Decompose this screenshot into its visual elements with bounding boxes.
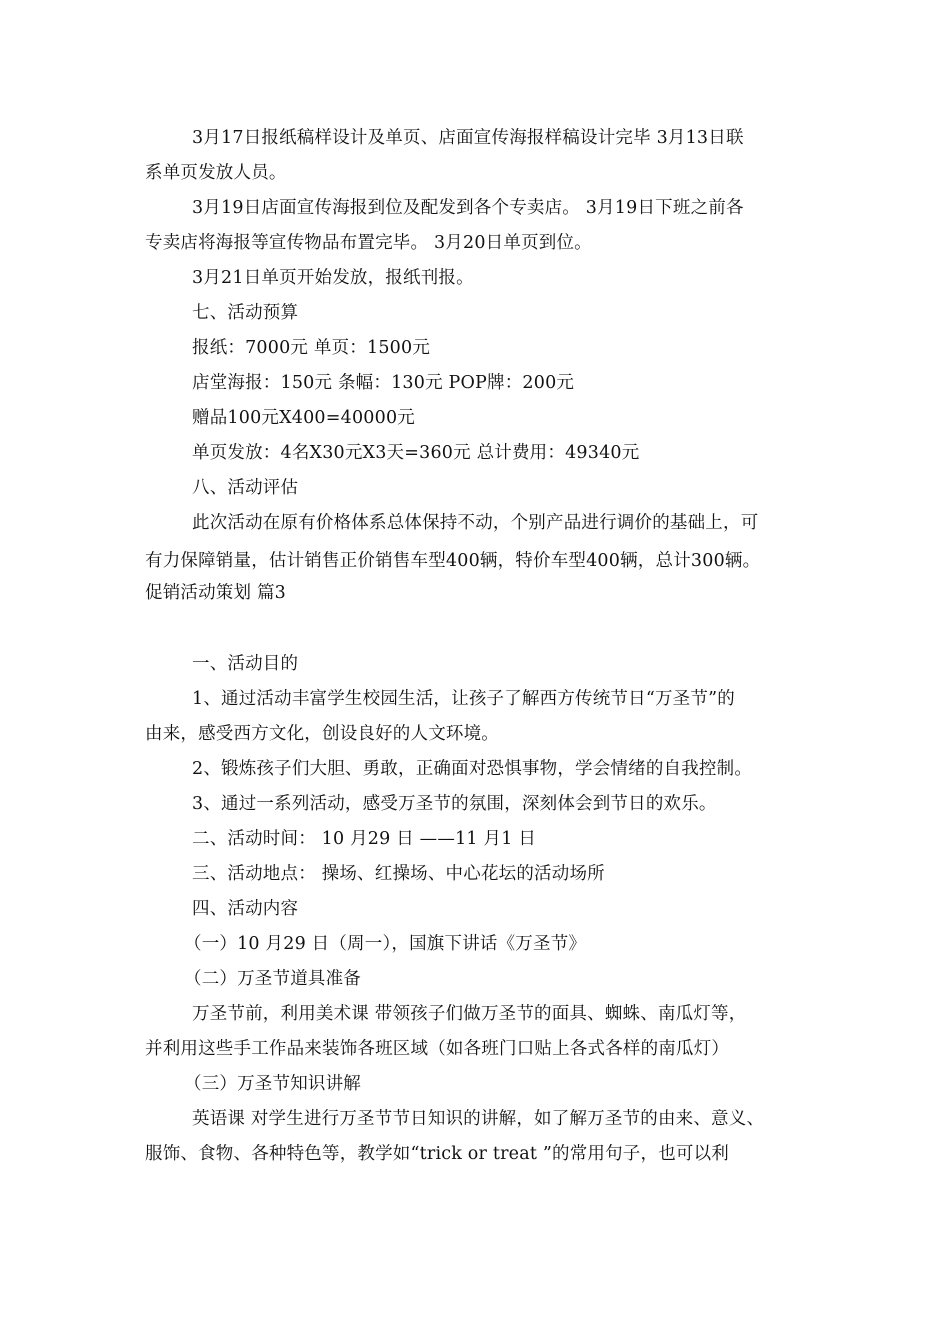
text-line: 专卖店将海报等宣传物品布置完毕。 3月20日单页到位。 xyxy=(145,233,592,253)
text-line: 3月21日单页开始发放，报纸刊报。 xyxy=(192,268,474,288)
text-line: 服饰、食物、各种特色等，教学如“trick or treat ”的常用句子，也可以利 xyxy=(145,1144,730,1164)
subsection-heading: （三）万圣节知识讲解 xyxy=(184,1074,361,1094)
text-line: 1、通过活动丰富学生校园生活，让孩子了解西方传统节日“万圣节”的 xyxy=(192,689,735,709)
subsection-heading: （一）10 月29 日（周一），国旗下讲话《万圣节》 xyxy=(184,934,587,954)
section-heading: 二、活动时间： 10 月29 日 ——11 月1 日 xyxy=(192,829,537,849)
section-heading: 三、活动地点： 操场、红操场、中心花坛的活动场所 xyxy=(192,864,605,884)
section-heading: 四、活动内容 xyxy=(192,899,299,919)
text-line: 单页发放：4名X30元X3天=360元 总计费用：49340元 xyxy=(192,443,640,463)
text-line: 3、通过一系列活动，感受万圣节的氛围，深刻体会到节日的欢乐。 xyxy=(192,794,717,814)
section-heading: 一、活动目的 xyxy=(192,654,299,674)
text-line: 3月17日报纸稿样设计及单页、店面宣传海报样稿设计完毕 3月13日联 xyxy=(192,128,744,148)
article-title: 促销活动策划 篇3 xyxy=(145,583,286,603)
text-line: 并利用这些手工作品来装饰各班区域（如各班门口贴上各式各样的南瓜灯） xyxy=(145,1039,730,1059)
text-line: 2、锻炼孩子们大胆、勇敢，正确面对恐惧事物，学会情绪的自我控制。 xyxy=(192,759,753,779)
text-line: 系单页发放人员。 xyxy=(145,163,287,183)
text-line: 此次活动在原有价格体系总体保持不动，个别产品进行调价的基础上，可 xyxy=(192,513,759,533)
section-heading: 七、活动预算 xyxy=(192,303,299,323)
text-line: 万圣节前，利用美术课 带领孩子们做万圣节的面具、蜘蛛、南瓜灯等， xyxy=(192,1004,747,1024)
text-line: 报纸：7000元 单页：1500元 xyxy=(192,338,431,358)
section-heading: 八、活动评估 xyxy=(192,478,299,498)
text-line: 3月19日店面宣传海报到位及配发到各个专卖店。 3月19日下班之前各 xyxy=(192,198,744,218)
text-line: 店堂海报：150元 条幅：130元 POP牌：200元 xyxy=(192,373,575,393)
subsection-heading: （二）万圣节道具准备 xyxy=(184,969,361,989)
text-line: 赠品100元X400=40000元 xyxy=(192,408,415,428)
text-line: 英语课 对学生进行万圣节节日知识的讲解，如了解万圣节的由来、意义、 xyxy=(192,1109,765,1129)
text-line: 由来，感受西方文化，创设良好的人文环境。 xyxy=(145,724,499,744)
text-line: 有力保障销量，估计销售正价销售车型400辆，特价车型400辆，总计300辆。 xyxy=(145,551,761,571)
